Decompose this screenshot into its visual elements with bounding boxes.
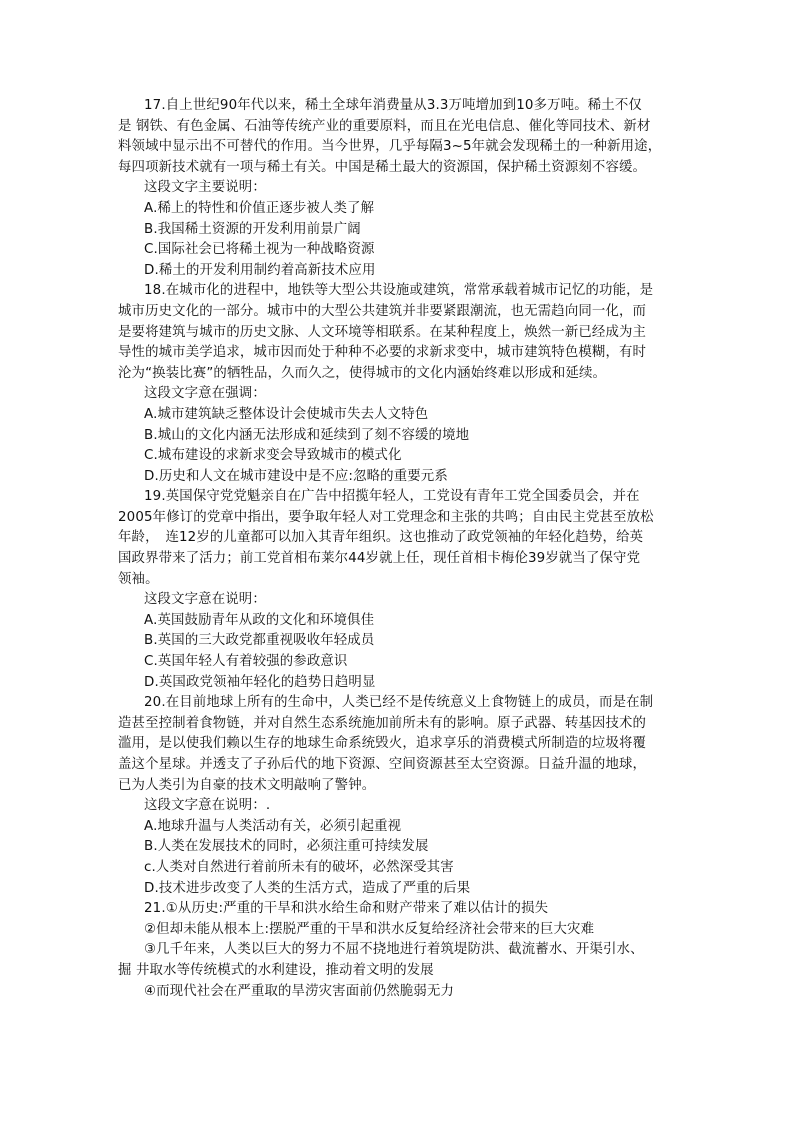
question-18-line: 18.在城市化的进程中，地铁等大型公共设施或建筑，常常承载着城市记忆的功能，是 bbox=[144, 283, 654, 299]
question-19-option-d: D.英国政党领袖年轻化的趋势日趋明显 bbox=[144, 674, 376, 690]
question-17-line: 是 钢铁、有色金属、石油等传统产业的重要原料，而且在光电信息、催化等同技术、新材 bbox=[118, 118, 651, 134]
question-17-prompt: 这段文字主要说明： bbox=[144, 180, 266, 196]
question-19-line: 2005年修订的党章中指出，要争取年轻人对工党理念和主张的共鸣；自由民主党甚至放松 bbox=[118, 509, 654, 525]
question-18-option-d: D.历史和人文在城市建设中是不应:忽略的重要元系 bbox=[144, 468, 448, 484]
question-18-line: 是要将建筑与城市的历史文脉、人文环境等相联系。在某种程度上，焕然一新已经成为主 bbox=[118, 324, 647, 340]
question-17-line: 17.自上世纪90年代以来，稀土全球年消费量从3.3万吨增加到10多万吨。稀土不仅 bbox=[144, 98, 642, 113]
question-20-option-c: c.人类对自然进行着前所未有的破坏，必然深受其害 bbox=[144, 859, 454, 875]
question-20 bbox=[118, 693, 678, 899]
question-20-prompt: 这段文字意在说明：. bbox=[144, 798, 271, 814]
question-19-option-b: B.英国的三大政党都重视吸收年轻成员 bbox=[144, 633, 375, 649]
question-20-line: 已为人类引为自豪的技术文明敲响了警钟。 bbox=[118, 777, 376, 793]
question-19-prompt: 这段文字意在说明： bbox=[144, 592, 266, 608]
question-18-prompt: 这段文字意在强调： bbox=[144, 386, 266, 402]
question-18-option-b: B.城山的文化内涵无法形成和延续到了刻不容缓的境地 bbox=[144, 427, 470, 443]
question-19-line: 国政界带来了活力；前工党首相布莱尔44岁就上任，现任首相卡梅伦39岁就当了保守党 bbox=[118, 551, 641, 567]
question-19-option-c: C.英国年轻人有着较强的参政意识 bbox=[144, 654, 348, 670]
question-20-option-b: B.人类在发展技术的同时，必须注重可持续发展 bbox=[144, 839, 429, 855]
question-20-line: 盖这个星球。并透支了子孙后代的地下资源、空间资源甚至太空资源。日益升温的地球， bbox=[118, 757, 647, 772]
question-18 bbox=[118, 281, 678, 487]
question-17 bbox=[118, 96, 678, 281]
question-17-line: 每四项新技术就有一项与稀土有关。中国是稀土最大的资源国，保护稀土资源刻不容缓。 bbox=[118, 159, 647, 175]
question-21-item-4: ④而现代社会在严重取的旱涝灾害面前仍然脆弱无力 bbox=[144, 983, 455, 999]
question-19 bbox=[118, 487, 678, 693]
question-20-line: 20.在目前地球上所有的生命中，人类已经不是传统意义上食物链上的成员，而是在制 bbox=[144, 695, 654, 711]
question-18-line: 沦为“换装比赛”的牺牲品，久而久之，使得城市的文化内涵始终难以形成和延续。 bbox=[118, 365, 607, 381]
question-17-option-a: A.稀上的特性和价值正逐步被人类了解 bbox=[144, 200, 375, 216]
document-page bbox=[118, 96, 678, 1002]
question-18-line: 城市历史文化的一部分。城市中的大型公共建筑并非要紧跟潮流，也无需趋向同一化，而 bbox=[118, 303, 647, 319]
question-20-line: 滥用，是以使我们赖以生存的地球生命系统毁火，追求享乐的消费模式所制造的垃圾将覆 bbox=[118, 736, 647, 752]
question-20-line: 造甚至控制着食物链，并对自然生态系统施加前所未有的影响。原子武器、转基因技术的 bbox=[118, 715, 647, 731]
question-17-line: 料领域中显示出不可替代的作用。当今世界，几乎每隔3~5年就会发现稀土的一种新用途， bbox=[118, 139, 662, 155]
question-18-line: 导性的城市美学追求，城市因而处于种种不必要的求新求变中，城市建筑特色模糊，有时 bbox=[118, 345, 647, 361]
question-21-item-2: ②但却未能从根本上:摆脱严重的干旱和洪水反复给经济社会带来的巨大灾难 bbox=[144, 921, 595, 937]
question-17-option-c: C.国际社会已将稀土视为一种战略资源 bbox=[144, 242, 375, 258]
question-21-item-1: 21.①从历史:严重的干旱和洪水给生命和财产带来了难以估计的损失 bbox=[144, 901, 549, 917]
question-17-option-b: B.我国稀土资源的开发利用前景广阔 bbox=[144, 221, 361, 237]
question-19-line: 19.英国保守党党魁亲自在广告中招揽年轻人，工党设有青年工党全国委员会，并在 bbox=[144, 489, 640, 505]
question-20-option-d: D.技术进步改变了人类的生活方式，造成了严重的后果 bbox=[144, 880, 471, 896]
question-21 bbox=[118, 899, 678, 1002]
question-21-item-3-line: ③几千年来，人类以巨大的努力不屈不挠地进行着筑堤防洪、截流蓄水、开渠引水、 bbox=[144, 942, 644, 958]
question-21-item-3-line: 掘 井取水等传统模式的水利建设，推动着文明的发展 bbox=[118, 962, 434, 978]
question-19-line: 年龄， 连12岁的儿童都可以加入其青年组织。这也推动了政党领袖的年轻化趋势，给英 bbox=[118, 530, 644, 546]
question-18-option-a: A.城市建筑缺乏整体设计会使城市失去人文特色 bbox=[144, 406, 429, 422]
question-17-option-d: D.稀土的开发利用制约着高新技术应用 bbox=[144, 262, 376, 278]
question-20-option-a: A.地球升温与人类活动有关，必须引起重视 bbox=[144, 818, 402, 834]
question-19-option-a: A.英国鼓励青年从政的文化和环境俱佳 bbox=[144, 612, 375, 628]
question-18-option-c: C.城布建设的求新求变会导致城市的模式化 bbox=[144, 448, 402, 464]
question-19-line: 领袖。 bbox=[118, 571, 159, 587]
